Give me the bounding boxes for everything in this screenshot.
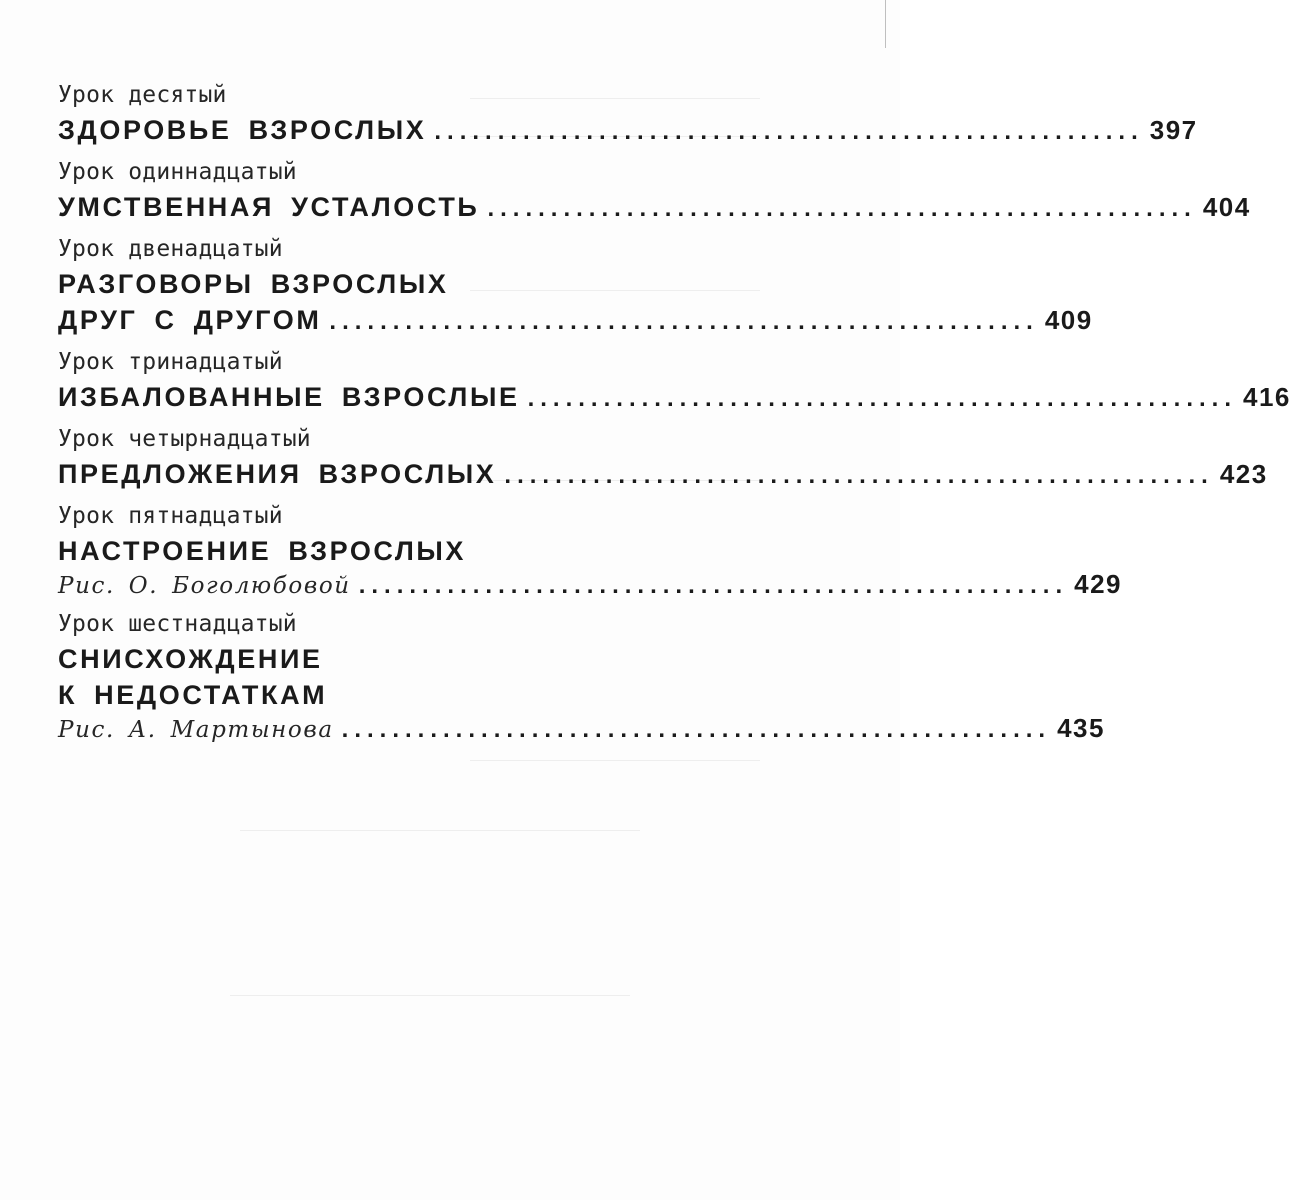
lesson-title: ЗДОРОВЬЕ ВЗРОСЛЫХ — [58, 115, 427, 145]
toc-leader-line — [58, 302, 1093, 338]
toc-entry — [58, 345, 1291, 415]
page-number: 435 — [1057, 713, 1105, 743]
toc-leader-line — [58, 569, 1123, 600]
dot-leader: ........................................................ — [527, 385, 1237, 412]
toc-entry — [58, 155, 1251, 225]
dot-leader: ........................................................ — [504, 462, 1214, 489]
table-of-contents — [58, 78, 1291, 751]
page-edge-line — [885, 0, 886, 48]
toc-leader-line — [58, 379, 1291, 415]
lesson-label: Урок четырнадцатый — [58, 426, 311, 452]
lesson-label: Урок пятнадцатый — [58, 503, 283, 529]
page-number: 409 — [1044, 305, 1093, 335]
lesson-title: ПРЕДЛОЖЕНИЯ ВЗРОСЛЫХ — [58, 459, 497, 489]
lesson-title-continued: К НЕДОСТАТКАМ — [58, 680, 328, 710]
show-through-line — [240, 830, 640, 831]
toc-entry — [58, 499, 1123, 600]
toc-leader-line — [58, 189, 1251, 225]
toc-entry — [58, 78, 1198, 148]
lesson-label: Урок десятый — [58, 82, 227, 108]
lesson-title: УМСТВЕННАЯ УСТАЛОСТЬ — [58, 192, 480, 222]
lesson-label: Урок двенадцатый — [58, 236, 283, 262]
show-through-line — [230, 995, 630, 996]
show-through-line — [470, 760, 760, 761]
lesson-title: НАСТРОЕНИЕ ВЗРОСЛЫХ — [58, 536, 467, 566]
illustrator-credit: Рис. О. Боголюбовой — [58, 573, 351, 599]
dot-leader: ........................................................ — [329, 308, 1039, 335]
lesson-title: ИЗБАЛОВАННЫЕ ВЗРОСЛЫЕ — [58, 382, 520, 412]
dot-leader: ........................................................ — [434, 118, 1144, 145]
toc-entry — [58, 607, 1105, 744]
dot-leader: ........................................................ — [487, 195, 1197, 222]
illustrator-credit: Рис. А. Мартынова — [58, 717, 334, 743]
lesson-title-continued: ДРУГ С ДРУГОМ — [58, 305, 322, 335]
lesson-title: РАЗГОВОРЫ ВЗРОСЛЫХ — [58, 269, 449, 299]
lesson-title: СНИСХОЖДЕНИЕ — [58, 644, 323, 674]
toc-entry — [58, 232, 1093, 338]
page-number: 416 — [1243, 382, 1291, 412]
lesson-label: Урок шестнадцатый — [58, 611, 297, 637]
page-number: 404 — [1202, 192, 1251, 222]
page-number: 423 — [1219, 459, 1268, 489]
dot-leader: ........................................................ — [341, 716, 1052, 743]
toc-leader-line — [58, 713, 1105, 744]
toc-leader-line — [58, 456, 1268, 492]
page-number: 397 — [1149, 115, 1198, 145]
lesson-label: Урок одиннадцатый — [58, 159, 297, 185]
toc-leader-line — [58, 112, 1198, 148]
toc-entry — [58, 422, 1268, 492]
page-number: 429 — [1074, 569, 1123, 599]
lesson-label: Урок тринадцатый — [58, 349, 283, 375]
dot-leader: ........................................................ — [358, 572, 1069, 599]
